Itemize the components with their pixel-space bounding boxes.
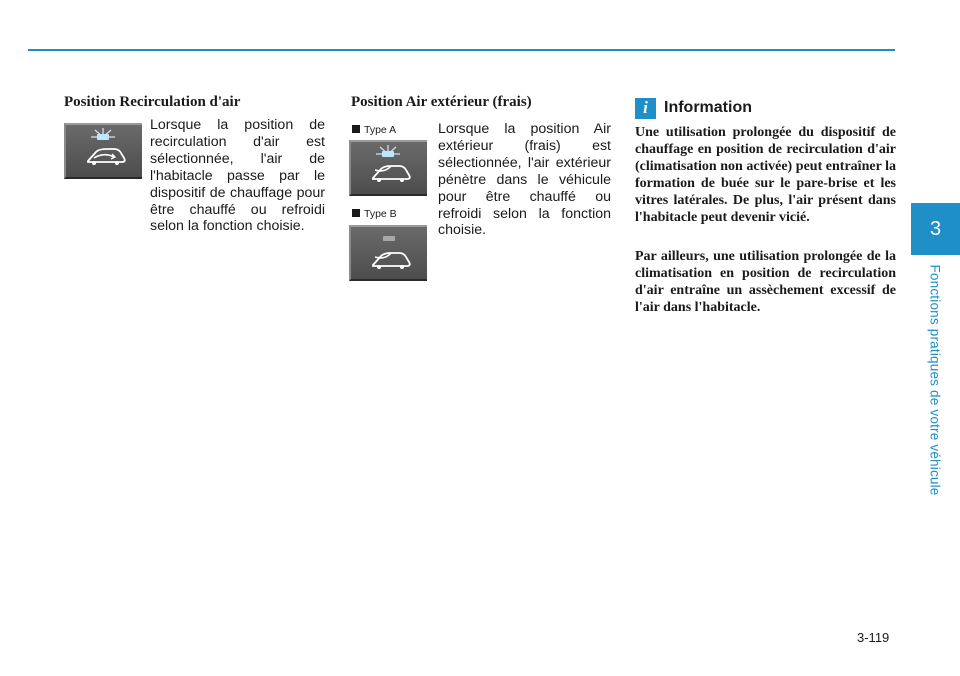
- type-b-label: [352, 208, 397, 220]
- type-a-label: [352, 124, 396, 136]
- chapter-title: Fonctions pratiques de votre véhicule: [927, 264, 943, 496]
- fresh-air-heading: Position Air extérieur (frais): [351, 94, 532, 110]
- fresh-air-button-type-a-icon: [349, 140, 427, 196]
- information-header: [635, 97, 752, 119]
- recirculation-body: Lorsque la position de recirculation d'air est sélectionnée, l'air de l'habitacle passe par le dispositif de chauffage pour être chauffé ou refroidi selon la fonction choisie.: [150, 117, 325, 235]
- information-title: Information: [664, 99, 752, 116]
- bullet-square-icon: [352, 209, 360, 217]
- information-paragraph-2: Par ailleurs, une utilisation prolongée de la climatisation en position de recirculation d'air entraîne un assèchement excessif de l'air dans l'habitacle.: [635, 249, 896, 315]
- bullet-square-icon: [352, 125, 360, 133]
- info-icon: i: [635, 98, 656, 119]
- type-b-text: Type B: [364, 208, 397, 220]
- page-number: 3-119: [857, 630, 890, 645]
- information-paragraph-1: Une utilisation prolongée du dispositif de chauffage en position de recirculation d'air (climatisation non activée) peut entraîner la formation de buée sur le pare-brise et les vitres latérales. De plus, l'air présent dans l'habitacle peut devenir vicié.: [635, 125, 896, 225]
- fresh-air-button-type-b-icon: [349, 225, 427, 281]
- type-a-text: Type A: [364, 124, 397, 136]
- recirculation-heading: Position Recirculation d'air: [64, 94, 241, 110]
- top-rule: [28, 49, 895, 51]
- recirculation-button-icon: [64, 123, 142, 179]
- fresh-air-body: Lorsque la position Air extérieur (frais) est sélectionnée, l'air extérieur pénètre dans le véhicule pour être chauffé ou refroidi selon la fonction choisie.: [438, 121, 611, 239]
- chapter-tab: 3: [911, 203, 960, 255]
